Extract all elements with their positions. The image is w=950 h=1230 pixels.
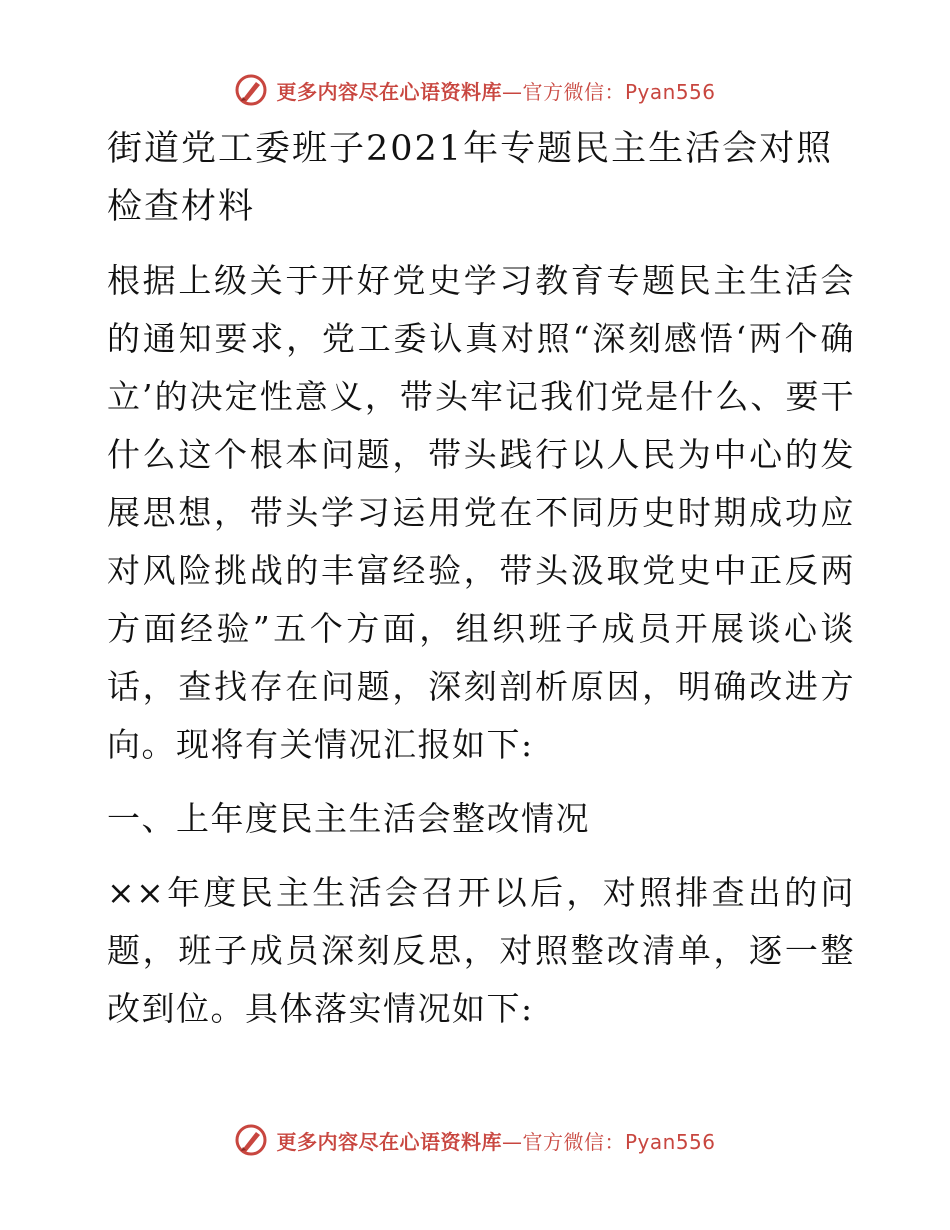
section-paragraph: ××年度民主生活会召开以后，对照排查出的问题，班子成员深刻反思，对照整改清单，逐一整改到位。具体落实情况如下:: [107, 873, 855, 1028]
pen-circle-logo-icon: [234, 1123, 268, 1157]
watermark-id: Pyan556: [624, 1129, 716, 1154]
header-watermark: [0, 70, 950, 110]
watermark-text: [276, 76, 715, 105]
watermark-label: 官方微信：: [522, 79, 625, 104]
watermark-id: Pyan556: [624, 79, 716, 104]
section-heading: 一、上年度民主生活会整改情况: [107, 799, 590, 838]
pen-circle-logo-icon: [234, 73, 268, 107]
watermark-brand: 更多内容尽在心语资料库: [276, 79, 502, 104]
watermark-brand: 更多内容尽在心语资料库: [276, 1129, 502, 1154]
document-body: [95, 120, 855, 1038]
document-title: 街道党工委班子2021年专题民主生活会对照检查材料: [107, 129, 834, 227]
watermark-separator: —: [501, 1129, 523, 1154]
watermark-label: 官方微信：: [522, 1129, 625, 1154]
footer-watermark: [0, 1120, 950, 1160]
watermark-separator: —: [501, 79, 523, 104]
intro-paragraph: 根据上级关于开好党史学习教育专题民主生活会的通知要求，党工委认真对照“深刻感悟‘两个确立’的决定性意义，带头牢记我们党是什么、要干什么这个根本问题，带头践行以人民为中心的发展思想，带头学习运用党在不同历史时期成功应对风险挑战的丰富经验，带头汲取党史中正反两方面经验”五个方面，组织班子成员开展谈心谈话，查找存在问题，深刻剖析原因，明确改进方向。现将有关情况汇报如下:: [107, 261, 855, 764]
watermark-text: [276, 1126, 715, 1155]
